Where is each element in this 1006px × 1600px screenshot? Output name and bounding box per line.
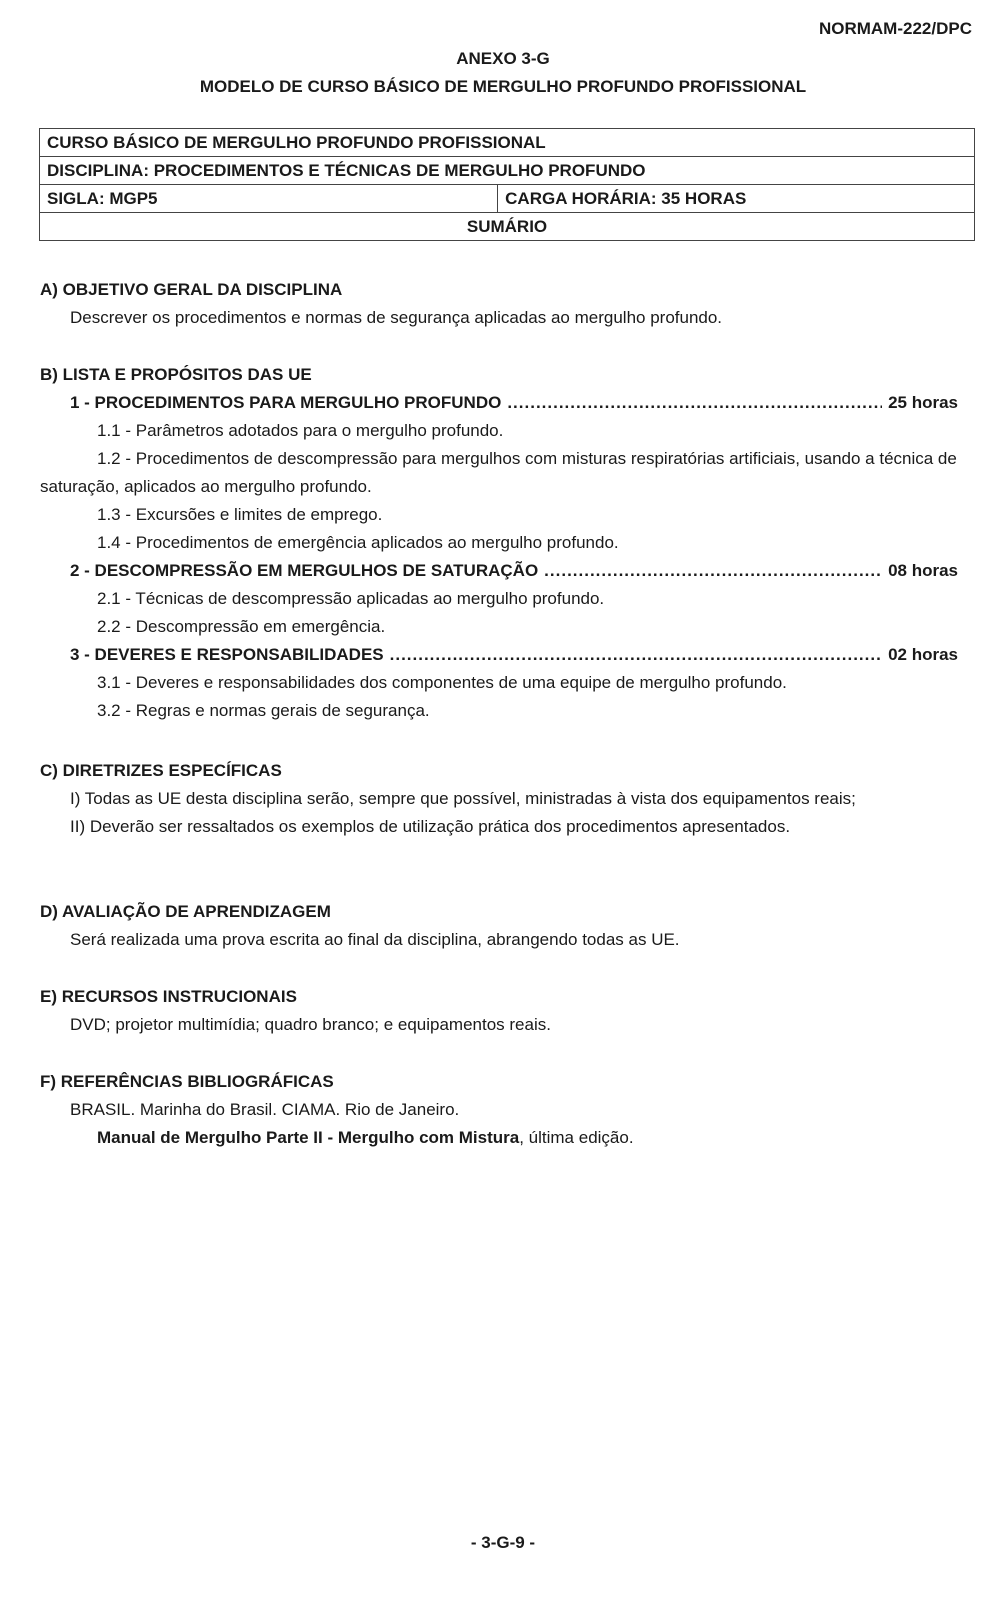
workload-cell: CARGA HORÁRIA: 35 HORAS xyxy=(498,185,975,213)
reference-title-line xyxy=(40,1124,970,1152)
unit-item: 3.1 - Deveres e responsabilidades dos componentes de uma equipe de mergulho profundo. xyxy=(97,673,787,692)
unit-item: 2.1 - Técnicas de descompressão aplicadas ao mergulho profundo. xyxy=(97,589,605,608)
section-heading: E) RECURSOS INSTRUCIONAIS xyxy=(40,987,297,1006)
section-heading: B) LISTA E PROPÓSITOS DAS UE xyxy=(40,365,312,384)
section-text: Descrever os procedimentos e normas de segurança aplicadas ao mergulho profundo. xyxy=(70,308,723,327)
section-text: DVD; projetor multimídia; quadro branco; e equipamentos reais. xyxy=(70,1015,551,1034)
guideline-item: I) Todas as UE desta disciplina serão, sempre que possível, ministradas à vista dos equipamentos reais; xyxy=(70,789,856,808)
code-cell: SIGLA: MGP5 xyxy=(40,185,498,213)
model-title: MODELO DE CURSO BÁSICO DE MERGULHO PROFUNDO PROFISSIONAL xyxy=(199,77,807,96)
reference-suffix: , última edição. xyxy=(519,1128,634,1147)
section-heading: D) AVALIAÇÃO DE APRENDIZAGEM xyxy=(40,902,331,921)
unit-heading xyxy=(40,389,970,417)
annex-title: ANEXO 3-G xyxy=(456,49,550,68)
unit-title: 2 - DESCOMPRESSÃO EM MERGULHOS DE SATURAÇÃO xyxy=(70,561,539,580)
unit-hours: 25 horas xyxy=(888,393,958,412)
unit-item: 3.2 - Regras e normas gerais de segurança. xyxy=(97,701,430,720)
leader-dots xyxy=(390,641,882,669)
discipline-cell: DISCIPLINA: PROCEDIMENTOS E TÉCNICAS DE MERGULHO PROFUNDO xyxy=(40,157,975,185)
section-heading: C) DIRETRIZES ESPECÍFICAS xyxy=(40,761,282,780)
unit-item: 1.4 - Procedimentos de emergência aplicados ao mergulho profundo. xyxy=(97,533,619,552)
unit-item: 1.1 - Parâmetros adotados para o mergulho profundo. xyxy=(97,421,504,440)
section-references xyxy=(40,1068,970,1152)
unit-title: 3 - DEVERES E RESPONSABILIDADES xyxy=(70,645,384,664)
section-assessment xyxy=(40,898,970,954)
guideline-item: II) Deverão ser ressaltados os exemplos de utilização prática dos procedimentos apresentados. xyxy=(70,817,791,836)
leader-dots xyxy=(544,557,882,585)
document-code: NORMAM-222/DPC xyxy=(818,19,972,38)
unit-title: 1 - PROCEDIMENTOS PARA MERGULHO PROFUNDO xyxy=(70,393,502,412)
unit-item: 1.3 - Excursões e limites de emprego. xyxy=(97,505,383,524)
course-name-cell: CURSO BÁSICO DE MERGULHO PROFUNDO PROFISSIONAL xyxy=(40,129,975,157)
section-guidelines xyxy=(40,757,970,841)
reference-line: BRASIL. Marinha do Brasil. CIAMA. Rio de Janeiro. xyxy=(70,1100,460,1119)
section-objective xyxy=(40,276,970,332)
unit-hours: 08 horas xyxy=(888,561,958,580)
unit-heading xyxy=(40,641,970,669)
summary-cell: SUMÁRIO xyxy=(40,213,975,241)
unit-heading xyxy=(40,557,970,585)
leader-dots xyxy=(507,389,882,417)
course-info-table xyxy=(39,128,975,241)
section-resources xyxy=(40,983,970,1039)
unit-item: 1.2 - Procedimentos de descompressão para mergulhos com misturas respiratórias artificiais, usando a técnica de saturação, aplicados ao mergulho profundo. xyxy=(40,449,957,496)
unit-hours: 02 horas xyxy=(888,645,958,664)
section-heading: F) REFERÊNCIAS BIBLIOGRÁFICAS xyxy=(40,1072,334,1091)
reference-title: Manual de Mergulho Parte II - Mergulho com Mistura xyxy=(97,1128,520,1147)
unit-item: 2.2 - Descompressão em emergência. xyxy=(97,617,386,636)
section-text: Será realizada uma prova escrita ao final da disciplina, abrangendo todas as UE. xyxy=(70,930,680,949)
page-number: - 3-G-9 - xyxy=(470,1533,536,1552)
section-heading: A) OBJETIVO GERAL DA DISCIPLINA xyxy=(40,280,343,299)
section-units xyxy=(40,361,970,725)
